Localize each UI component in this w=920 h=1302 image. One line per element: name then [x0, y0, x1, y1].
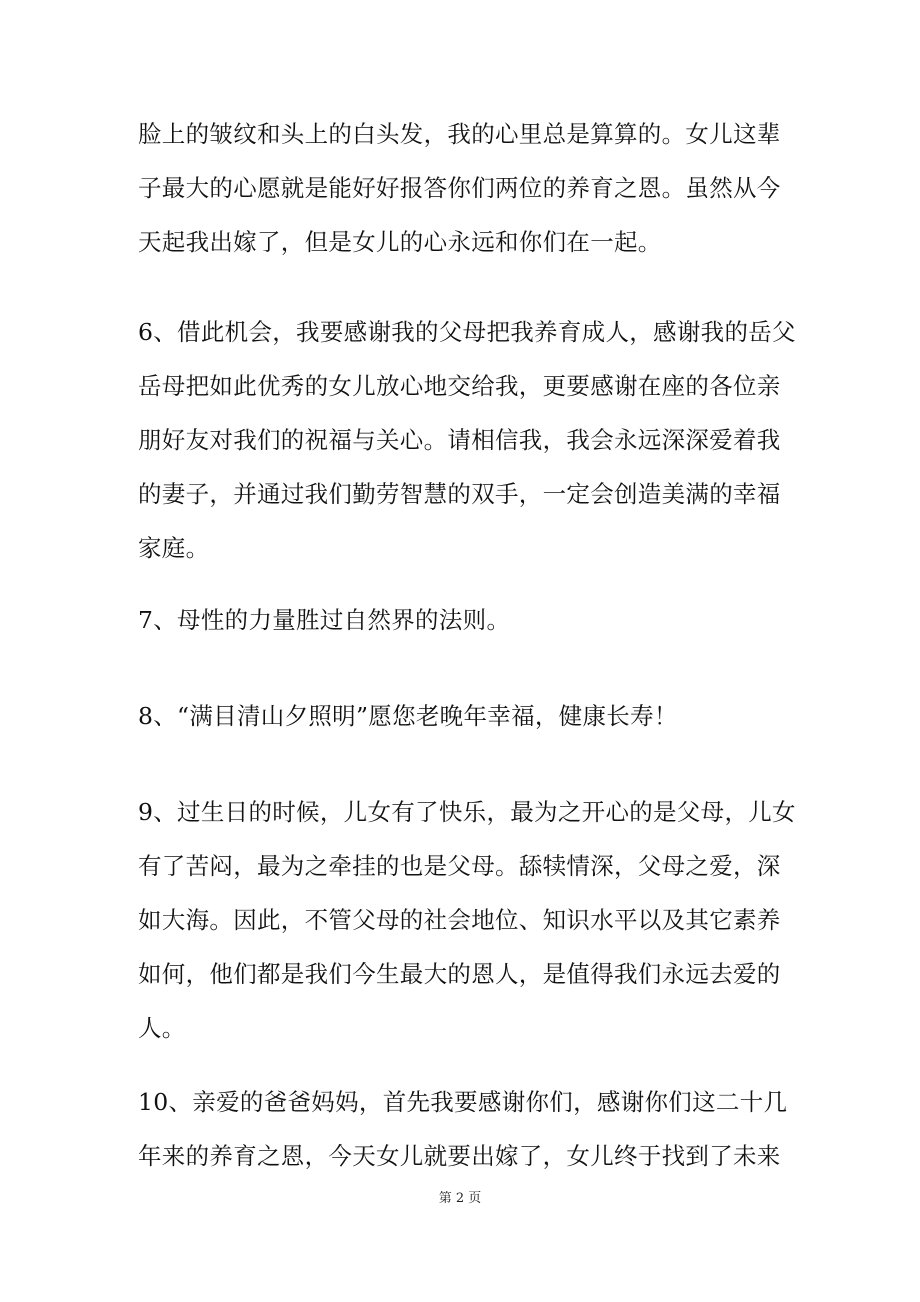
text-line: 的妻子，并通过我们勤劳智慧的双手，一定会创造美满的幸福 — [138, 480, 781, 508]
paragraph-6 — [138, 305, 796, 575]
text-line: 天起我出嫁了，但是女儿的心永远和你们在一起。 — [138, 228, 662, 256]
text-line: 岳母把如此优秀的女儿放心地交给我，更要感谢在座的各位亲 — [138, 372, 781, 400]
text-line: 9、过生日的时候，儿女有了快乐，最为之开心的是父母，儿女 — [138, 798, 796, 826]
text-line: 人。 — [138, 1014, 186, 1042]
text-line: 7、母性的力量胜过自然界的法则。 — [138, 606, 511, 634]
paragraph-continuation — [138, 107, 788, 269]
text-line: 如大海。因此，不管父母的社会地位、知识水平以及其它素养 — [138, 906, 781, 934]
paragraph-10 — [138, 1075, 788, 1183]
paragraph-8 — [138, 689, 788, 743]
text-line: 子最大的心愿就是能好好报答你们两位的养育之恩。虽然从今 — [138, 174, 781, 202]
paragraph-7 — [138, 593, 788, 647]
text-line: 8、“满目清山夕照明”愿您老晚年幸福，健康长寿！ — [138, 702, 678, 730]
page-number-footer: 第 2 页 — [438, 1191, 482, 1206]
text-line: 家庭。 — [138, 534, 210, 562]
text-line: 脸上的皱纹和头上的白头发，我的心里总是算算的。女儿这辈 — [138, 120, 781, 148]
text-line: 朋好友对我们的祝福与关心。请相信我，我会永远深深爱着我 — [138, 426, 781, 454]
text-line: 如何，他们都是我们今生最大的恩人，是值得我们永远去爱的 — [138, 960, 781, 988]
text-line: 10、亲爱的爸爸妈妈，首先我要感谢你们，感谢你们这二十几 — [138, 1088, 788, 1116]
text-line: 有了苦闷，最为之牵挂的也是父母。舔犊情深，父母之爱，深 — [138, 852, 781, 880]
text-line: 年来的养育之恩，今天女儿就要出嫁了，女儿终于找到了未来 — [138, 1142, 781, 1170]
text-line: 6、借此机会，我要感谢我的父母把我养育成人，感谢我的岳父 — [138, 318, 796, 346]
paragraph-9 — [138, 785, 796, 1055]
